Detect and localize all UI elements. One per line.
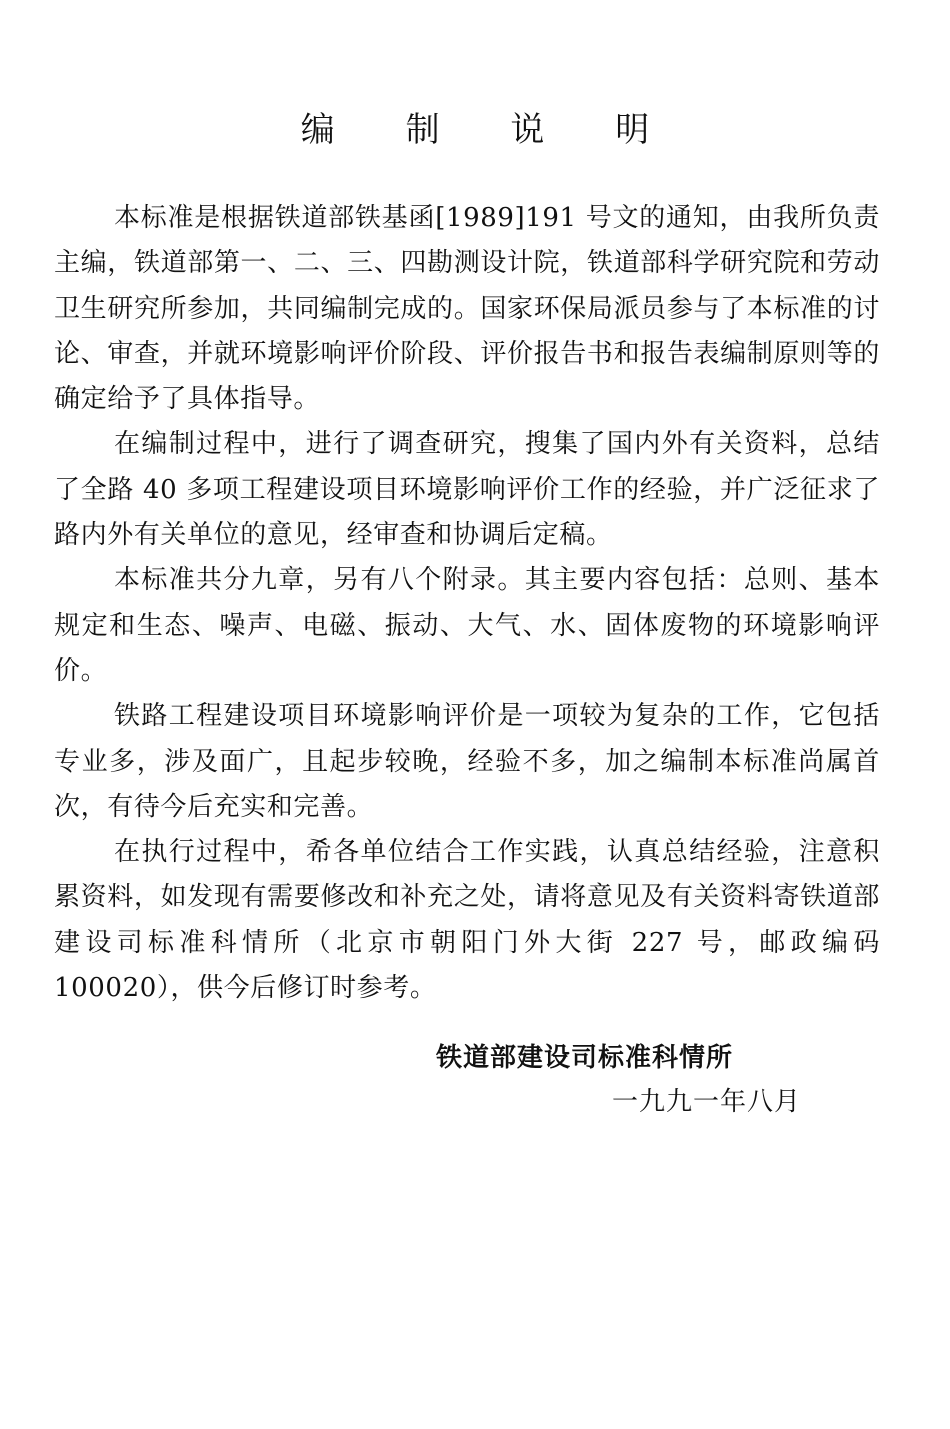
- paragraph-1: 本标准是根据铁道部铁基函[1989]191 号文的通知，由我所负责主编，铁道部第一、二、三、四勘测设计院，铁道部科学研究院和劳动卫生研究所参加，共同编制完成的。国家环保局派员参与了本标准的讨论、审查，并就环境影响评价阶段、评价报告书和报告表编制原则等的确定给予了具体指导。: [54, 203, 880, 415]
- paragraph-3: 本标准共分九章，另有八个附录。其主要内容包括：总则、基本规定和生态、噪声、电磁、振动、大气、水、固体废物的环境影响评价。: [54, 565, 880, 686]
- signature-block: [436, 1036, 836, 1124]
- signature-organization: 铁道部建设司标准科情所: [436, 1043, 734, 1073]
- paragraph-5: 在执行过程中，希各单位结合工作实践，认真总结经验，注意积累资料，如发现有需要修改和补充之处，请将意见及有关资料寄铁道部建设司标准科情所（北京市朝阳门外大街 227 号，邮政编码100020），供今后修订时参考。: [54, 837, 880, 1004]
- paragraph-2: 在编制过程中，进行了调查研究，搜集了国内外有关资料，总结了全路 40 多项工程建设项目环境影响评价工作的经验，并广泛征求了路内外有关单位的意见，经审查和协调后定稿。: [54, 429, 880, 551]
- paragraph-4: 铁路工程建设项目环境影响评价是一项较为复杂的工作，它包括专业多，涉及面广，且起步较晚，经验不多，加之编制本标准尚属首次，有待今后充实和完善。: [54, 701, 880, 822]
- signature-date: 一九九一年八月: [612, 1087, 802, 1117]
- page-title: 编 制 说 明: [300, 110, 680, 150]
- body-text: [54, 196, 880, 1011]
